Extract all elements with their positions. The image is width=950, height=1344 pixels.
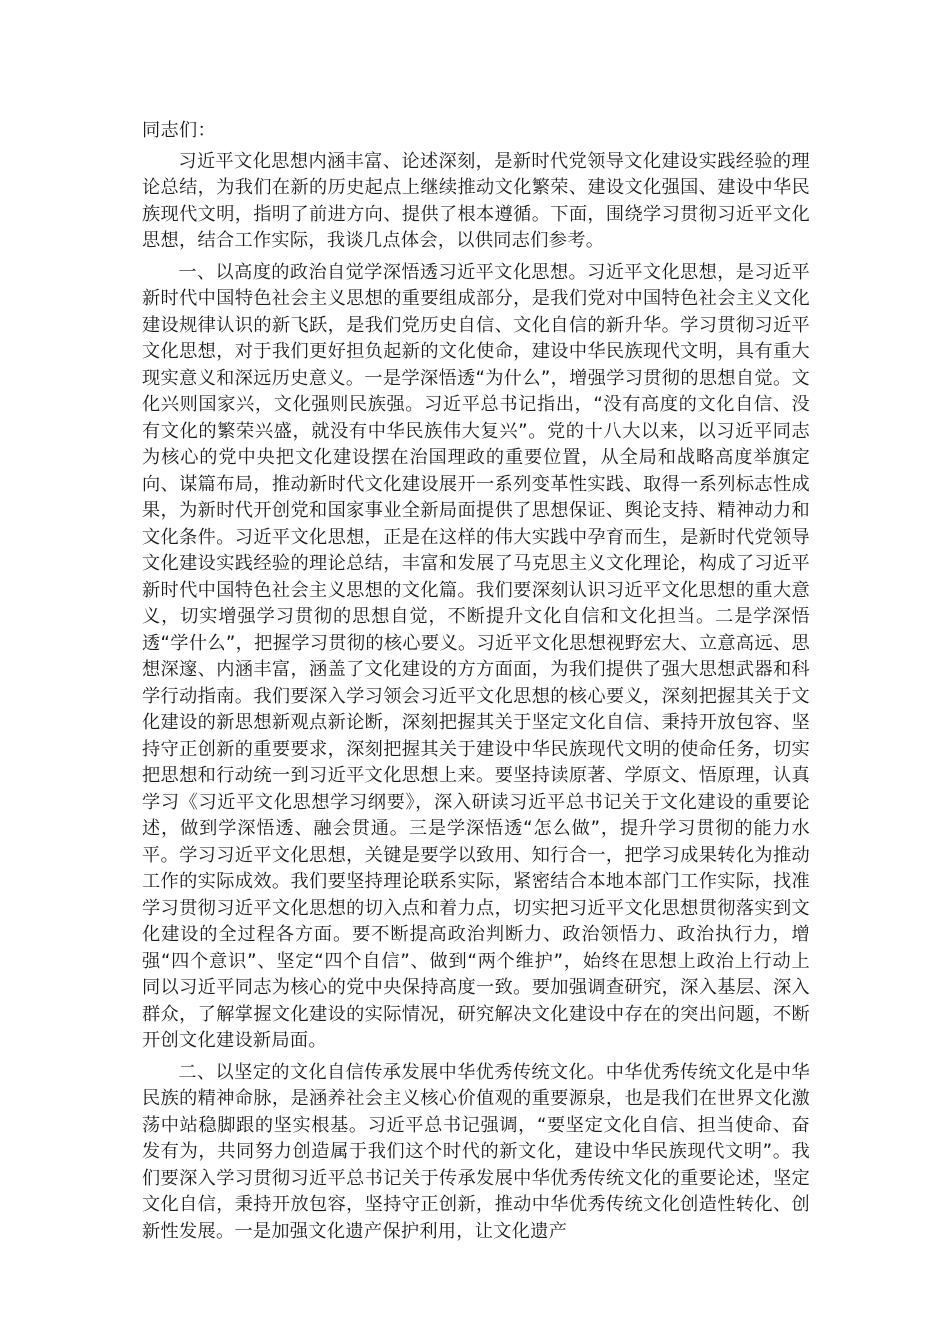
document-page	[142, 118, 810, 1250]
paragraph-intro: 习近平文化思想内涵丰富、论述深刻，是新时代党领导文化建设实践经验的理论总结，为我们在新的历史起点上继续推动文化繁荣、建设文化强国、建设中华民族现代文明，指明了前进方向、提供了根本遵循。下面，围绕学习贯彻习近平文化思想，结合工作实际，我谈几点体会，以供同志们参考。	[142, 150, 810, 251]
paragraph-section-two: 二、以坚定的文化自信传承发展中华优秀传统文化。中华优秀传统文化是中华民族的精神命脉，是涵养社会主义核心价值观的重要源泉，也是我们在世界文化激荡中站稳脚跟的坚实根基。习近平总书记强调，“要坚定文化自信、担当使命、奋发有为，共同努力创造属于我们这个时代的新文化，建设中华民族现代文明”。我们要深入学习贯彻习近平总书记关于传承发展中华优秀传统文化的重要论述，坚定文化自信，秉持开放包容，坚持守正创新，推动中华优秀传统文化创造性转化、创新性发展。一是加强文化遗产保护利用，让文化遗产	[142, 1061, 810, 1242]
salutation: 同志们：	[142, 120, 216, 141]
paragraph-section-one: 一、以高度的政治自觉学深悟透习近平文化思想。习近平文化思想，是习近平新时代中国特色社会主义思想的重要组成部分，是我们党对中国特色社会主义文化建设规律认识的新飞跃，是我们党历史自信、文化自信的新升华。学习贯彻习近平文化思想，对于我们更好担负起新的文化使命，建设中华民族现代文明，具有重大现实意义和深远历史意义。一是学深悟透“为什么”，增强学习贯彻的思想自觉。文化兴则国家兴，文化强则民族强。习近平总书记指出，“没有高度的文化自信、没有文化的繁荣兴盛，就没有中华民族伟大复兴”。党的十八大以来，以习近平同志为核心的党中央把文化建设摆在治国理政的重要位置，从全局和战略高度举旗定向、谋篇布局，推动新时代文化建设展开一系列变革性实践、取得一系列标志性成果，为新时代开创党和国家事业全新局面提供了思想保证、舆论支持、精神动力和文化条件。习近平文化思想，正是在这样的伟大实践中孕育而生，是新时代党领导文化建设实践经验的理论总结，丰富和发展了马克思主义文化理论，构成了习近平新时代中国特色社会主义思想的文化篇。我们要深刻认识习近平文化思想的重大意义，切实增强学习贯彻的思想自觉，不断提升文化自信和文化担当。二是学深悟透“学什么”，把握学习贯彻的核心要义。习近平文化思想视野宏大、立意高远、思想深邃、内涵丰富，涵盖了文化建设的方方面面，为我们提供了强大思想武器和科学行动指南。我们要深入学习领会习近平文化思想的核心要义，深刻把握其关于文化建设的新思想新观点新论断，深刻把握其关于坚定文化自信、秉持开放包容、坚持守正创新的重要要求，深刻把握其关于建设中华民族现代文明的使命任务，切实把思想和行动统一到习近平文化思想上来。要坚持读原著、学原文、悟原理，认真学习《习近平文化思想学习纲要》，深入研读习近平总书记关于文化建设的重要论述，做到学深悟透、融会贯通。三是学深悟透“怎么做”，提升学习贯彻的能力水平。学习习近平文化思想，关键是要学以致用、知行合一，把学习成果转化为推动工作的实际成效。我们要坚持理论联系实际，紧密结合本地本部门工作实际，找准学习贯彻习近平文化思想的切入点和着力点，切实把习近平文化思想贯彻落实到文化建设的全过程各方面。要不断提高政治判断力、政治领悟力、政治执行力，增强“四个意识”、坚定“四个自信”、做到“两个维护”，始终在思想上政治上行动上同以习近平同志为核心的党中央保持高度一致。要加强调查研究，深入基层、深入群众，了解掌握文化建设的实际情况，研究解决文化建设中存在的突出问题，不断开创文化建设新局面。	[142, 261, 810, 1051]
